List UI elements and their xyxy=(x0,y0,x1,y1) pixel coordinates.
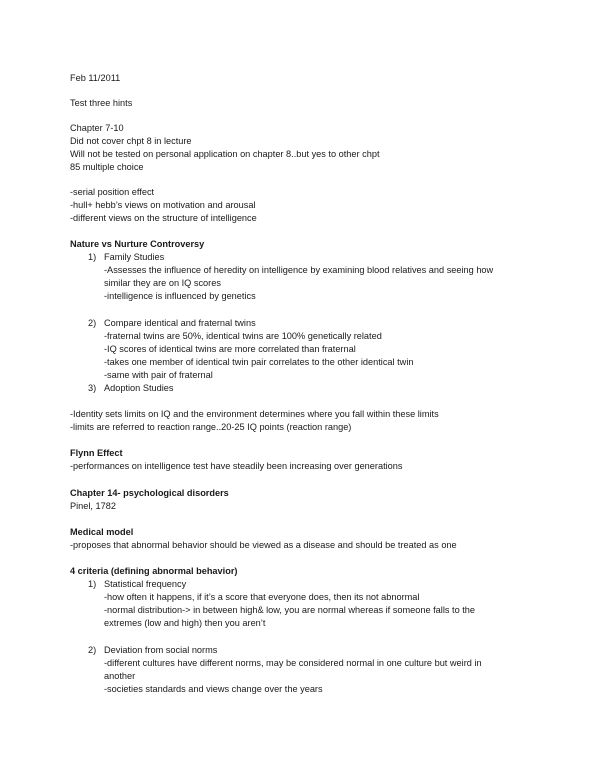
list-item-detail: extremes (low and high) then you aren’t xyxy=(104,618,266,628)
section-text: -proposes that abnormal behavior should be viewed as a disease and should be treated as one xyxy=(70,540,457,550)
list-item-detail: -Assesses the influence of heredity on intelligence by examining blood relatives and seeing how xyxy=(104,265,494,275)
list-item-detail: -same with pair of fraternal xyxy=(104,370,213,380)
section-heading-criteria: 4 criteria (defining abnormal behavior) xyxy=(70,566,238,576)
note-line: -Identity sets limits on IQ and the environment determines where you fall within these limits xyxy=(70,409,439,419)
list-number: 2) xyxy=(88,318,97,328)
section-heading-flynn: Flynn Effect xyxy=(70,448,123,458)
note-line: -limits are referred to reaction range..20-25 IQ points (reaction range) xyxy=(70,422,352,432)
topic-line: -hull+ hebb’s views on motivation and arousal xyxy=(70,200,256,210)
intro-line: Chapter 7-10 xyxy=(70,123,124,133)
list-item-label: Adoption Studies xyxy=(104,383,174,393)
list-item-detail: -how often it happens, if it’s a score that everyone does, then its not abnormal xyxy=(104,592,420,602)
list-item-label: Statistical frequency xyxy=(104,579,187,589)
list-item-detail: -takes one member of identical twin pair correlates to the other identical twin xyxy=(104,357,414,367)
list-item-detail: -intelligence is influenced by genetics xyxy=(104,291,256,301)
section-text: -performances on intelligence test have steadily been increasing over generations xyxy=(70,461,403,471)
list-item-detail: -normal distribution-> in between high& low, you are normal whereas if someone falls to the xyxy=(104,605,476,615)
list-item-label: Family Studies xyxy=(104,252,165,262)
list-item-detail: -IQ scores of identical twins are more correlated than fraternal xyxy=(104,344,356,354)
list-item-detail: -different cultures have different norms, may be considered normal in one culture but weird in xyxy=(104,658,482,668)
section-heading-nature: Nature vs Nurture Controversy xyxy=(70,239,205,249)
list-item-detail: -fraternal twins are 50%, identical twins are 100% genetically related xyxy=(104,331,382,341)
list-item-detail: similar they are on IQ scores xyxy=(104,278,221,288)
section-text: Pinel, 1782 xyxy=(70,501,116,511)
section-heading-medical: Medical model xyxy=(70,527,134,537)
intro-line: Did not cover chpt 8 in lecture xyxy=(70,136,192,146)
list-item-label: Deviation from social norms xyxy=(104,645,218,655)
intro-line: 85 multiple choice xyxy=(70,162,144,172)
intro-line: Will not be tested on personal application on chapter 8..but yes to other chpt xyxy=(70,149,380,159)
list-item-detail: another xyxy=(104,671,136,681)
list-number: 1) xyxy=(88,252,97,262)
topic-line: -different views on the structure of intelligence xyxy=(70,213,257,223)
topic-line: -serial position effect xyxy=(70,187,155,197)
list-number: 1) xyxy=(88,579,97,589)
list-item-label: Compare identical and fraternal twins xyxy=(104,318,256,328)
date: Feb 11/2011 xyxy=(70,73,121,83)
section-heading-chapter14: Chapter 14- psychological disorders xyxy=(70,488,229,498)
list-number: 3) xyxy=(88,383,97,393)
list-number: 2) xyxy=(88,645,97,655)
list-item-detail: -societies standards and views change over the years xyxy=(104,684,323,694)
page-title: Test three hints xyxy=(70,98,133,108)
